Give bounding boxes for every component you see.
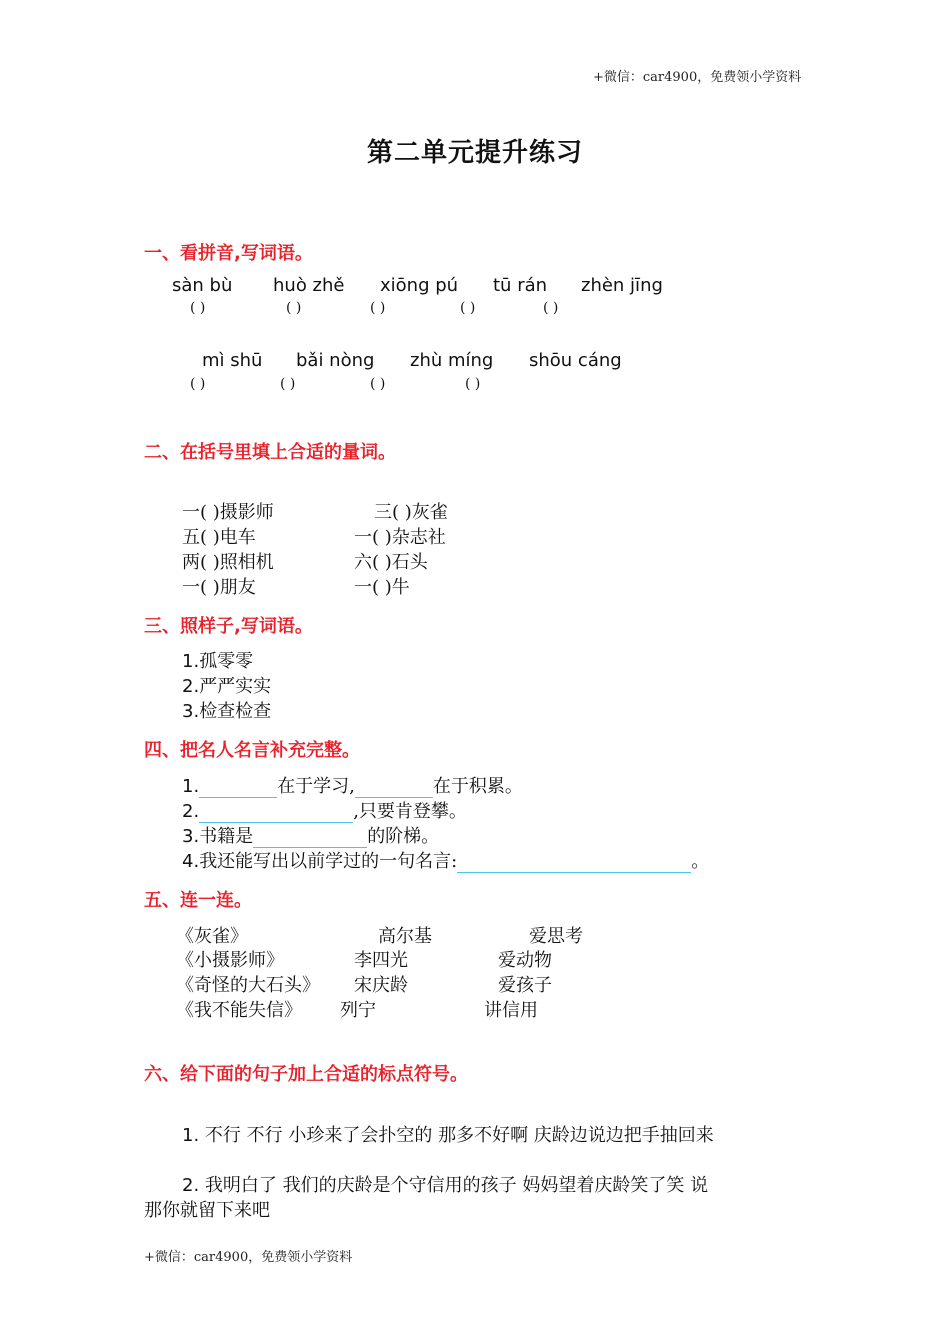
blank-field[interactable] xyxy=(355,779,433,798)
match-book[interactable]: 《小摄影师》 xyxy=(176,950,284,971)
match-trait[interactable]: 爱孩子 xyxy=(498,975,552,996)
section-4-heading: 四、把名人名言补充完整。 xyxy=(144,740,360,761)
measure-word-item: 一( )朋友 xyxy=(182,577,256,598)
match-person[interactable]: 高尔基 xyxy=(378,926,432,947)
quote-line-2: 2. ,只要肯登攀。 xyxy=(182,801,467,822)
answer-paren[interactable]: ( ) xyxy=(280,376,296,392)
pinyin-item: huò zhě xyxy=(273,275,345,296)
match-trait[interactable]: 爱思考 xyxy=(529,926,583,947)
section-1-heading: 一、看拼音,写词语。 xyxy=(144,243,313,264)
match-person[interactable]: 宋庆龄 xyxy=(354,975,408,996)
blank-field[interactable] xyxy=(199,804,353,823)
example-item: 3.检查检查 xyxy=(182,701,272,722)
pinyin-item: sàn bù xyxy=(172,275,233,296)
match-book[interactable]: 《灰雀》 xyxy=(176,926,248,947)
match-book[interactable]: 《我不能失信》 xyxy=(176,1000,302,1021)
watermark-bottom: +微信：car4900，免费领小学资料 xyxy=(144,1250,353,1265)
section-3-heading: 三、照样子,写词语。 xyxy=(144,616,313,637)
answer-paren[interactable]: ( ) xyxy=(460,300,476,316)
measure-word-item: 三( )灰雀 xyxy=(374,502,448,523)
measure-word-item: 一( )牛 xyxy=(354,577,410,598)
blank-field[interactable] xyxy=(253,829,367,848)
answer-paren[interactable]: ( ) xyxy=(465,376,481,392)
pinyin-item: shōu cáng xyxy=(529,350,622,371)
watermark-top: +微信：car4900，免费领小学资料 xyxy=(593,70,802,85)
answer-paren[interactable]: ( ) xyxy=(286,300,302,316)
measure-word-item: 两( )照相机 xyxy=(182,552,274,573)
match-person[interactable]: 列宁 xyxy=(340,1000,376,1021)
quote-line-4: 4.我还能写出以前学过的一句名言: 。 xyxy=(182,851,710,872)
blank-field[interactable] xyxy=(199,779,277,798)
punctuation-sentence-2: 2. 我明白了 我们的庆龄是个守信用的孩子 妈妈望着庆龄笑了笑 说 xyxy=(182,1175,709,1196)
measure-word-item: 一( )杂志社 xyxy=(354,527,446,548)
pinyin-item: xiōng pú xyxy=(380,275,459,296)
punctuation-sentence-2-cont: 那你就留下来吧 xyxy=(144,1200,270,1221)
answer-paren[interactable]: ( ) xyxy=(190,300,206,316)
answer-paren[interactable]: ( ) xyxy=(370,376,386,392)
pinyin-item: tū rán xyxy=(493,275,548,296)
match-person[interactable]: 李四光 xyxy=(354,950,408,971)
measure-word-item: 一( )摄影师 xyxy=(182,502,274,523)
quote-line-3: 3.书籍是 的阶梯。 xyxy=(182,826,440,847)
measure-word-item: 六( )石头 xyxy=(354,552,428,573)
page-title: 第二单元提升练习 xyxy=(366,138,583,168)
answer-paren[interactable]: ( ) xyxy=(370,300,386,316)
pinyin-item: zhèn jīng xyxy=(581,275,663,296)
section-2-heading: 二、在括号里填上合适的量词。 xyxy=(144,442,396,463)
match-book[interactable]: 《奇怪的大石头》 xyxy=(176,975,320,996)
section-6-heading: 六、给下面的句子加上合适的标点符号。 xyxy=(144,1064,468,1085)
pinyin-item: mì shū xyxy=(202,350,263,371)
answer-paren[interactable]: ( ) xyxy=(543,300,559,316)
section-5-heading: 五、连一连。 xyxy=(144,890,252,911)
match-trait[interactable]: 爱动物 xyxy=(498,950,552,971)
match-trait[interactable]: 讲信用 xyxy=(484,1000,538,1021)
example-item: 1.孤零零 xyxy=(182,651,254,672)
quote-line-1: 1. 在于学习, 在于积累。 xyxy=(182,776,523,797)
punctuation-sentence-1: 1. 不行 不行 小珍来了会扑空的 那多不好啊 庆龄边说边把手抽回来 xyxy=(182,1125,714,1146)
pinyin-item: bǎi nòng xyxy=(296,350,375,371)
blank-field[interactable] xyxy=(457,854,691,873)
pinyin-item: zhù míng xyxy=(410,350,494,371)
answer-paren[interactable]: ( ) xyxy=(190,376,206,392)
measure-word-item: 五( )电车 xyxy=(182,527,256,548)
example-item: 2.严严实实 xyxy=(182,676,272,697)
